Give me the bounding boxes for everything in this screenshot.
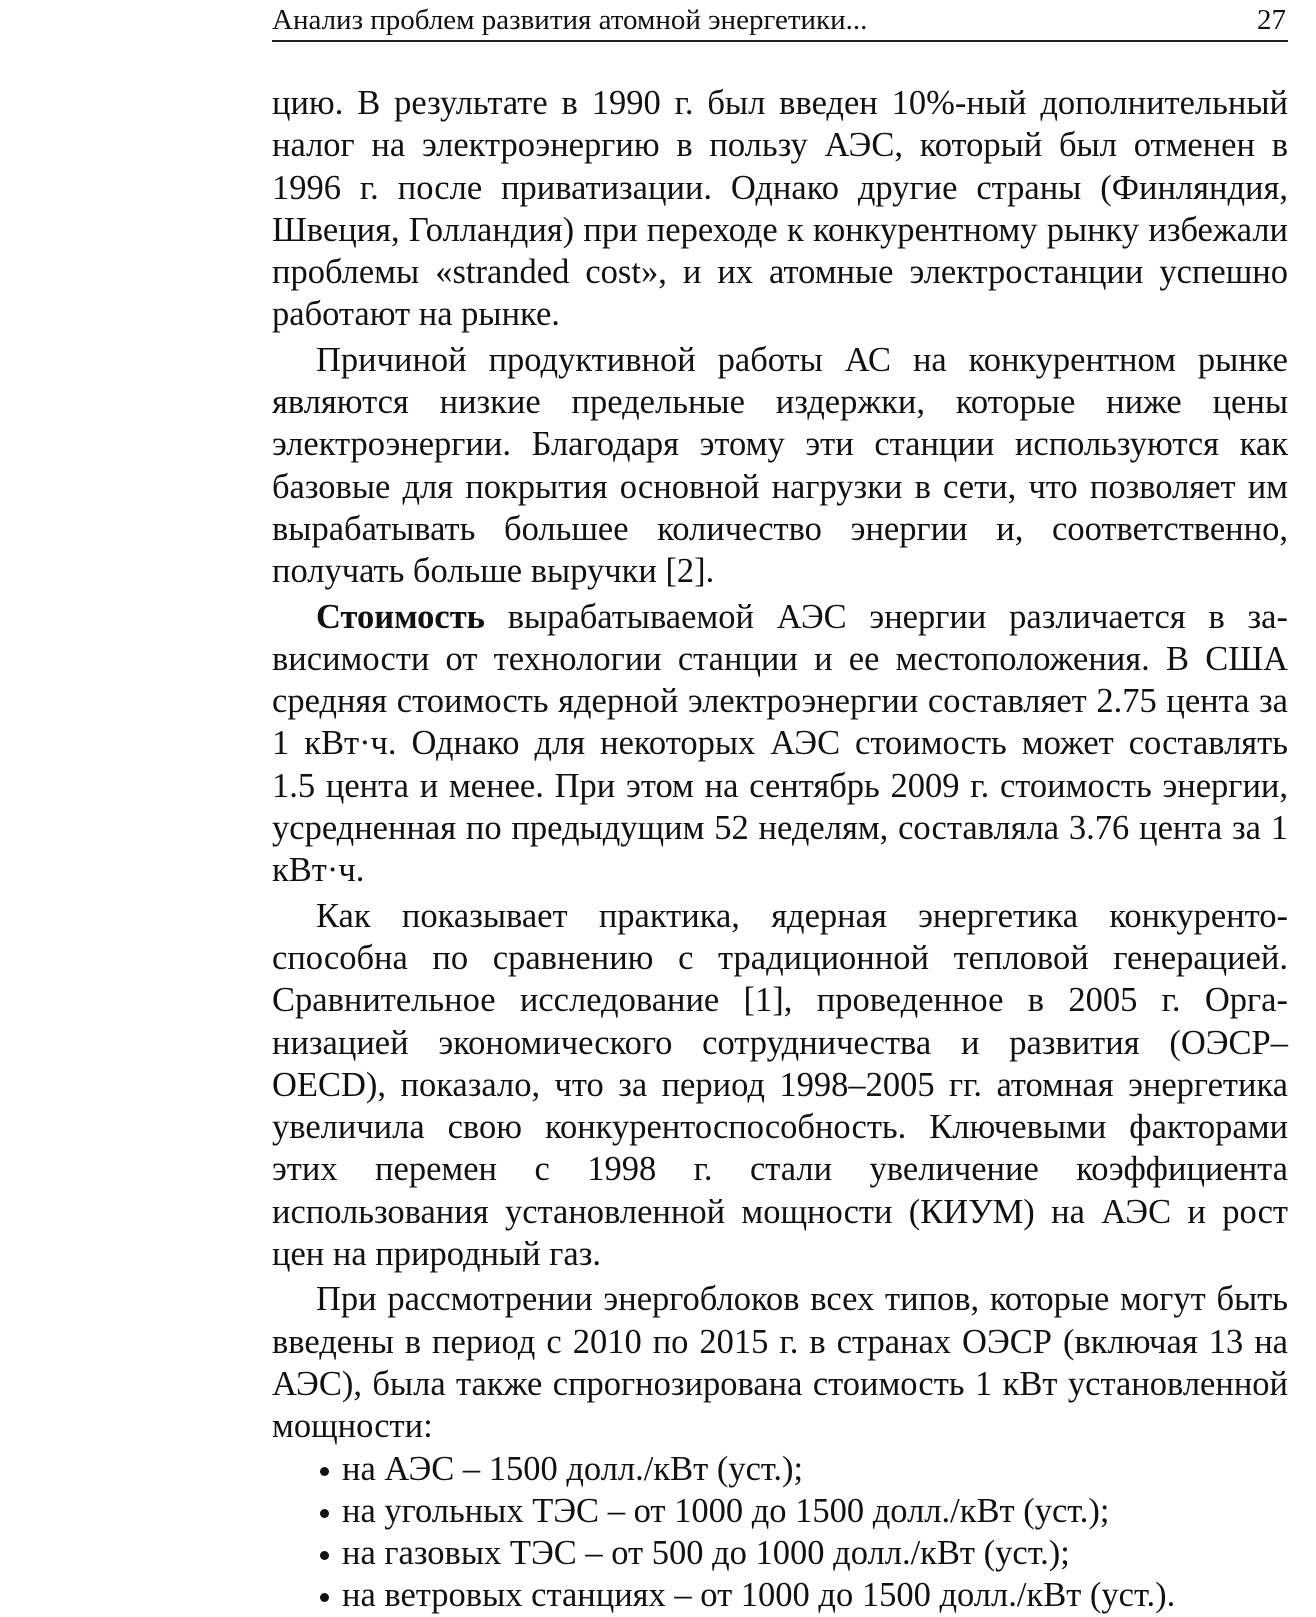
running-title: Анализ проблем развития атомной энергетики... [272, 4, 868, 36]
paragraph-5: При рассмотрении энергоблоков всех типов, которые могут быть введены в период с 2010 по 2015 г. в странах ОЭСР (включая 13 на АЭС), была также спрогнозирована стоимость 1 кВт установленной мощности: [272, 1280, 1288, 1446]
paragraph-2: Причиной продуктивной работы АС на конкурентном рынке являются низкие предельные издержки, которые ниже цены электроэнергии. Благодаря этому эти станции используются как базовые для покрытия основной нагрузки в сети, что позволяет им вырабатывать большее количество энергии и, соответственно, получать больше выручки [2]. [272, 340, 1288, 591]
paragraph-3 [272, 596, 1288, 892]
book-page [272, 0, 1288, 1617]
bold-term-cost: Стоимость [316, 597, 485, 636]
list-item: на ветровых станциях – от 1000 до 1500 долл./кВт (уст.). [316, 1574, 1288, 1616]
running-header [272, 0, 1288, 42]
paragraph-3-text: вырабатываемой АЭС энергии различается в зависимости от технологии станции и ее местоположения. В США средняя стоимость ядерной электроэнергии составляет 2.75 цента за 1 кВт·ч. Однако для некоторых АЭС стоимость может составлять 1.5 цента и менее. При этом на сентябрь 2009 г. стоимость энергии, усредненная по предыдущим 52 неделям, составляла 3.76 цента за 1 кВт·ч. [272, 597, 1288, 890]
list-item: на угольных ТЭС – от 1000 до 1500 долл./кВт (уст.); [316, 1490, 1288, 1532]
list-item: на газовых ТЭС – от 500 до 1000 долл./кВт (уст.); [316, 1532, 1288, 1574]
list-item: на АЭС – 1500 долл./кВт (уст.); [316, 1448, 1288, 1490]
paragraph-1: цию. В результате в 1990 г. был введен 10%-ный дополнительный налог на электроэнергию в пользу АЭС, который был отменен в 1996 г. после приватизации. Однако другие страны (Финляндия, Швеция, Голландия) при переходе к конкурентному рынку избежали проблемы «stranded cost», и их атомные электростанции успешно работают на рынке. [272, 84, 1288, 334]
body-text [272, 82, 1288, 1617]
page-number: 27 [1257, 4, 1286, 36]
paragraph-4: Как показывает практика, ядерная энергетика конкурентоспособна по сравнению с традиционной тепловой генерацией. Сравнительное исследование [1], проведенное в 2005 г. Организацией экономического сотрудничества и развития (ОЭСР–OECD), показало, что за период 1998–2005 гг. атомная энергетика увеличила свою конкурентоспособность. Ключевыми факторами этих перемен с 1998 г. стали увеличение коэффициента использования установленной мощности (КИУМ) на АЭС и рост цен на природный газ. [272, 896, 1288, 1274]
cost-bullet-list [272, 1448, 1288, 1617]
